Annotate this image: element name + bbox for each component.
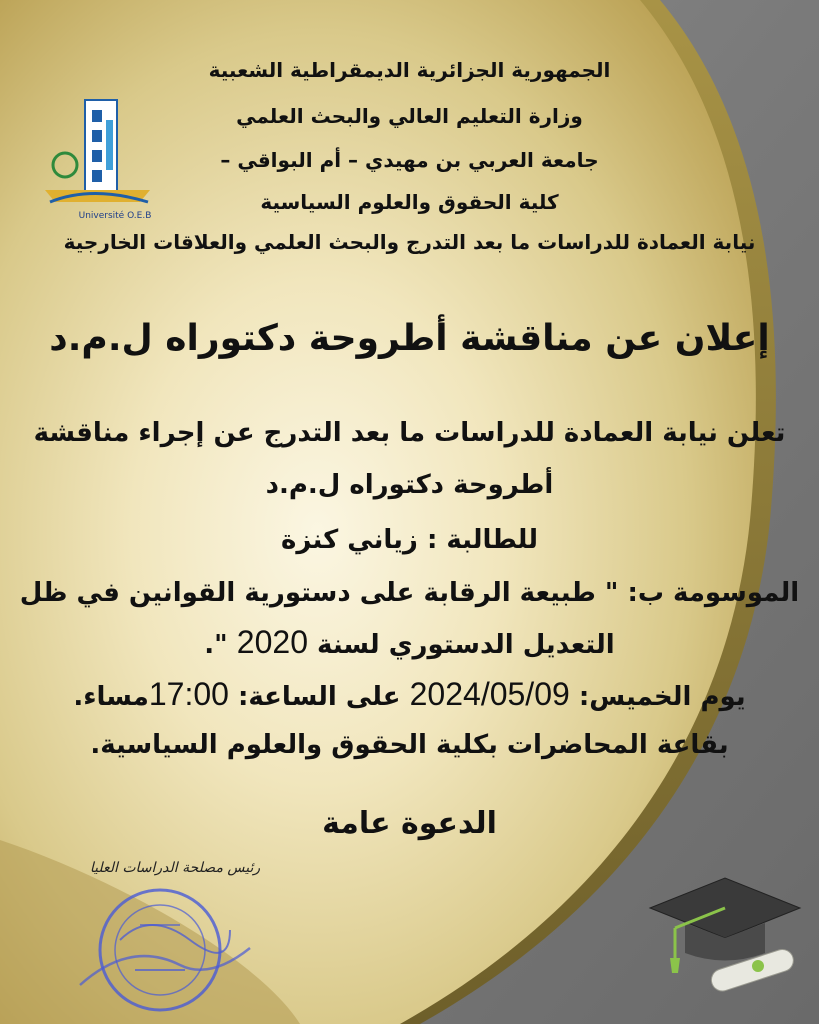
thesis-title-line-2 — [0, 624, 819, 661]
republic-name: الجمهورية الجزائرية الديمقراطية الشعبية — [208, 58, 611, 82]
thesis-title-line-1: الموسومة ب: " طبيعة الرقابة على دستورية القوانين في ظل — [19, 578, 800, 608]
day-label: يوم الخميس: — [578, 682, 746, 712]
official-stamp-icon — [60, 870, 260, 1020]
university-name: جامعة العربي بن مهيدي – أم البواقي – — [220, 148, 599, 172]
deanship-name: نيابة العمادة للدراسات ما بعد التدرج والبحث العلمي والعلاقات الخارجية — [63, 230, 756, 254]
time-label: على الساعة: — [238, 682, 401, 712]
graduation-cap-icon — [640, 868, 810, 998]
announcement-title: إعلان عن مناقشة أطروحة دكتوراه ل.م.د — [49, 318, 770, 359]
public-invitation: الدعوة عامة — [322, 806, 497, 841]
signature-title: رئيس مصلحة الدراسات العليا — [89, 860, 261, 876]
date-time-line — [0, 676, 819, 713]
intro-line-1: تعلن نيابة العمادة للدراسات ما بعد التدرج عن إجراء مناقشة — [33, 418, 786, 448]
student-name: زياني كنزة — [281, 525, 418, 555]
thesis-title-text: التعديل الدستوري لسنة — [317, 630, 615, 660]
ministry-name: وزارة التعليم العالي والبحث العلمي — [236, 104, 583, 128]
student-line — [0, 525, 819, 555]
svg-text:Université O.E.B: Université O.E.B — [78, 211, 152, 221]
evening-label: مساء. — [73, 682, 149, 712]
thesis-year: 2020 — [236, 624, 308, 660]
defense-date: 2024/05/09 — [409, 676, 570, 712]
thesis-close: ". — [204, 630, 228, 660]
faculty-name: كلية الحقوق والعلوم السياسية — [260, 190, 559, 214]
student-label: للطالبة : — [426, 525, 538, 555]
location-line: بقاعة المحاضرات بكلية الحقوق والعلوم السياسية. — [90, 730, 729, 760]
intro-line-2: أطروحة دكتوراه ل.م.د — [265, 470, 554, 500]
defense-time: 17:00 — [148, 676, 229, 712]
